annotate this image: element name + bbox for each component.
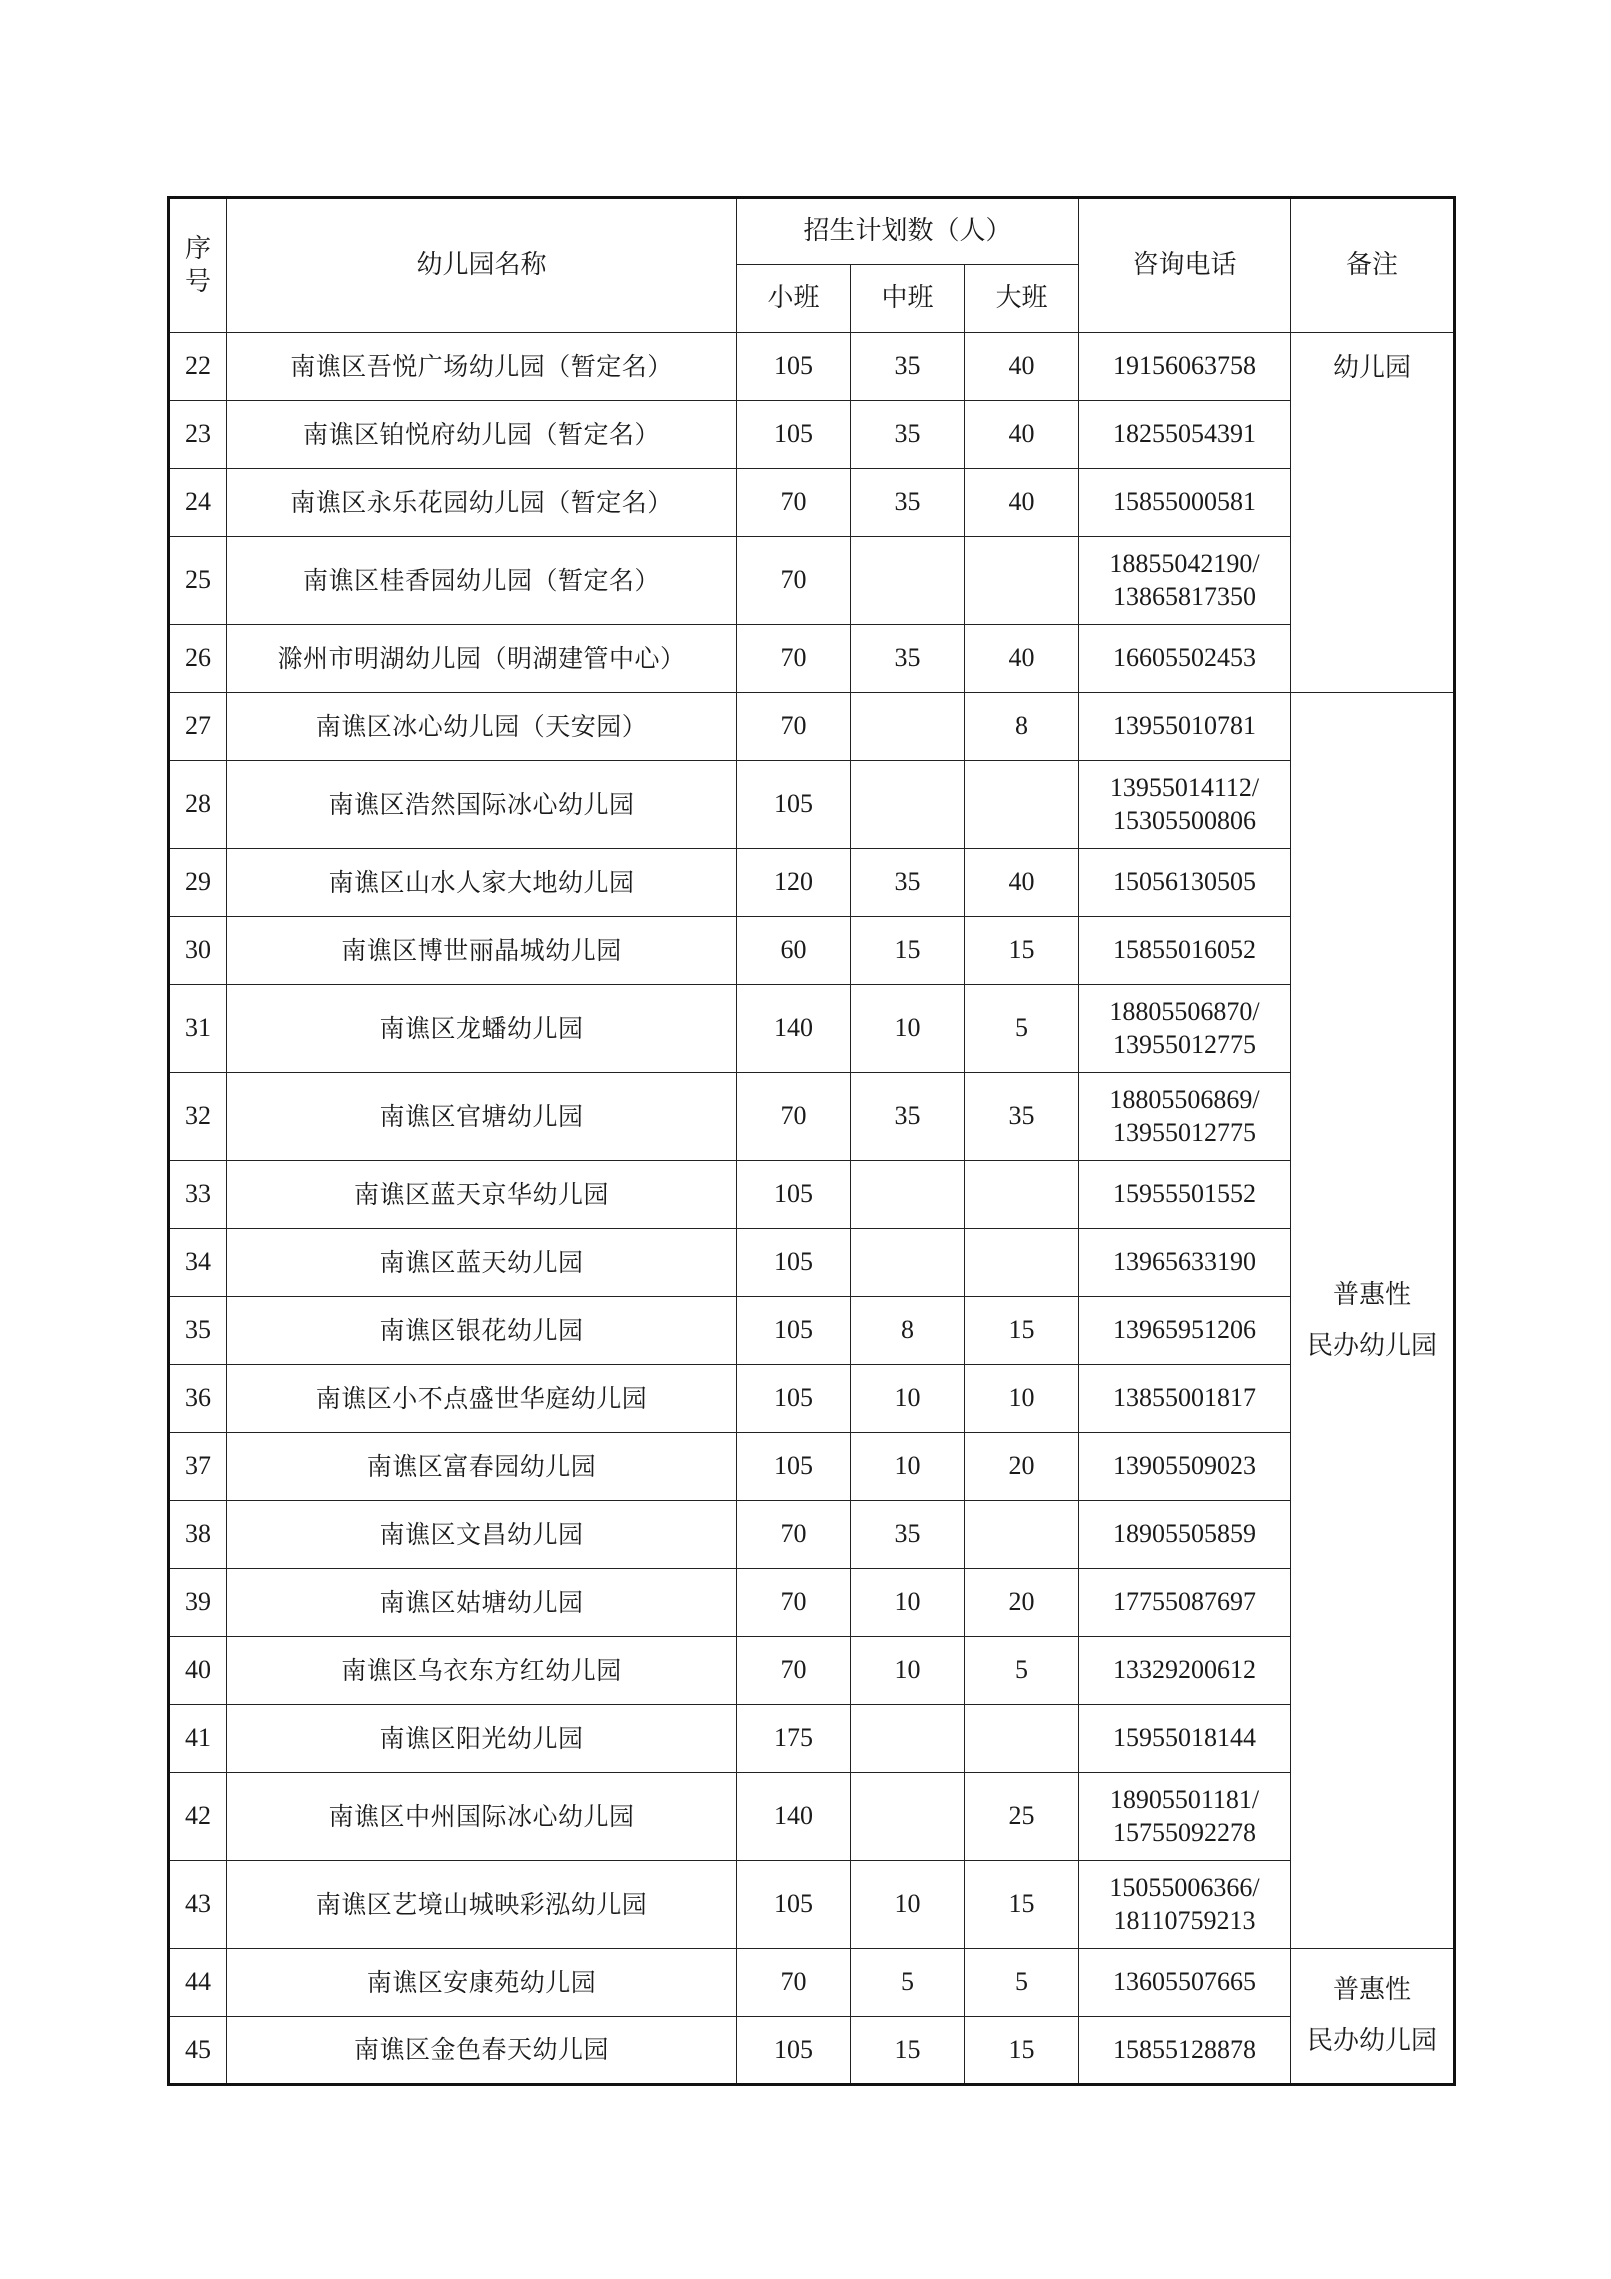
phone-cell bbox=[1079, 1569, 1291, 1637]
name-cell: 南谯区金色春天幼儿园 bbox=[227, 2017, 737, 2085]
header-seq-line1: 序 bbox=[184, 234, 211, 264]
small-class-cell: 70 bbox=[737, 1949, 851, 2017]
seq-cell: 41 bbox=[169, 1705, 227, 1773]
small-class-cell: 175 bbox=[737, 1705, 851, 1773]
header-plan: 招生计划数（人） bbox=[737, 198, 1079, 265]
middle-class-cell: 35 bbox=[851, 849, 965, 917]
table-row bbox=[169, 1073, 1455, 1161]
small-class-cell: 70 bbox=[737, 1073, 851, 1161]
seq-cell: 34 bbox=[169, 1229, 227, 1297]
phone-line-1: 15055006366/ bbox=[1109, 1873, 1260, 1902]
phone-line-1: 18255054391 bbox=[1113, 419, 1256, 449]
small-class-cell: 105 bbox=[737, 333, 851, 401]
middle-class-cell bbox=[851, 1229, 965, 1297]
phone-cell bbox=[1079, 693, 1291, 761]
large-class-cell bbox=[965, 1161, 1079, 1229]
seq-cell: 27 bbox=[169, 693, 227, 761]
large-class-cell: 5 bbox=[965, 1637, 1079, 1705]
phone-cell bbox=[1079, 469, 1291, 537]
phone-line-1: 17755087697 bbox=[1113, 1587, 1256, 1617]
name-cell: 南谯区富春园幼儿园 bbox=[227, 1433, 737, 1501]
middle-class-cell: 35 bbox=[851, 469, 965, 537]
table-body bbox=[169, 333, 1455, 2085]
table-row bbox=[169, 1949, 1455, 2017]
middle-class-cell: 35 bbox=[851, 625, 965, 693]
table-row bbox=[169, 1433, 1455, 1501]
large-class-cell: 40 bbox=[965, 401, 1079, 469]
phone-line-1: 18905501181/ bbox=[1109, 1785, 1260, 1814]
seq-cell: 25 bbox=[169, 537, 227, 625]
name-cell: 南谯区官塘幼儿园 bbox=[227, 1073, 737, 1161]
name-cell: 南谯区永乐花园幼儿园（暂定名） bbox=[227, 469, 737, 537]
middle-class-cell bbox=[851, 1705, 965, 1773]
table-row bbox=[169, 333, 1455, 401]
phone-line-1: 15855016052 bbox=[1113, 935, 1256, 965]
phone-cell bbox=[1079, 1073, 1291, 1161]
small-class-cell: 105 bbox=[737, 2017, 851, 2085]
small-class-cell: 105 bbox=[737, 1861, 851, 1949]
header-phone: 咨询电话 bbox=[1079, 198, 1291, 333]
middle-class-cell: 10 bbox=[851, 1365, 965, 1433]
small-class-cell: 105 bbox=[737, 761, 851, 849]
small-class-cell: 70 bbox=[737, 537, 851, 625]
phone-line-1: 15056130505 bbox=[1113, 867, 1256, 897]
large-class-cell: 5 bbox=[965, 985, 1079, 1073]
large-class-cell bbox=[965, 761, 1079, 849]
header-name: 幼儿园名称 bbox=[227, 198, 737, 333]
name-cell: 南谯区阳光幼儿园 bbox=[227, 1705, 737, 1773]
phone-cell bbox=[1079, 1773, 1291, 1861]
phone-cell bbox=[1079, 537, 1291, 625]
phone-cell bbox=[1079, 401, 1291, 469]
large-class-cell: 15 bbox=[965, 2017, 1079, 2085]
middle-class-cell: 35 bbox=[851, 1501, 965, 1569]
phone-line-2: 15755092278 bbox=[1113, 1817, 1256, 1847]
phone-cell bbox=[1079, 985, 1291, 1073]
phone-line-1: 13329200612 bbox=[1113, 1655, 1256, 1685]
phone-line-1: 13605507665 bbox=[1113, 1967, 1256, 1997]
middle-class-cell: 35 bbox=[851, 401, 965, 469]
phone-cell bbox=[1079, 1949, 1291, 2017]
middle-class-cell: 35 bbox=[851, 1073, 965, 1161]
phone-cell bbox=[1079, 1637, 1291, 1705]
table-row bbox=[169, 1297, 1455, 1365]
middle-class-cell bbox=[851, 1773, 965, 1861]
table-row bbox=[169, 1705, 1455, 1773]
phone-line-1: 13965951206 bbox=[1113, 1315, 1256, 1345]
small-class-cell: 105 bbox=[737, 1365, 851, 1433]
seq-cell: 29 bbox=[169, 849, 227, 917]
name-cell: 南谯区乌衣东方红幼儿园 bbox=[227, 1637, 737, 1705]
large-class-cell: 15 bbox=[965, 917, 1079, 985]
middle-class-cell: 10 bbox=[851, 1433, 965, 1501]
phone-line-1: 19156063758 bbox=[1113, 351, 1256, 381]
phone-line-1: 18855042190/ bbox=[1109, 549, 1260, 578]
middle-class-cell: 10 bbox=[851, 1637, 965, 1705]
name-cell: 南谯区蓝天幼儿园 bbox=[227, 1229, 737, 1297]
seq-cell: 24 bbox=[169, 469, 227, 537]
small-class-cell: 120 bbox=[737, 849, 851, 917]
remark-line-1: 普惠性 bbox=[1332, 1975, 1411, 2006]
table-row bbox=[169, 1773, 1455, 1861]
small-class-cell: 140 bbox=[737, 1773, 851, 1861]
seq-cell: 39 bbox=[169, 1569, 227, 1637]
phone-cell bbox=[1079, 2017, 1291, 2085]
table-row bbox=[169, 2017, 1455, 2085]
seq-cell: 35 bbox=[169, 1297, 227, 1365]
middle-class-cell bbox=[851, 761, 965, 849]
table-row bbox=[169, 469, 1455, 537]
small-class-cell: 105 bbox=[737, 1161, 851, 1229]
middle-class-cell bbox=[851, 537, 965, 625]
middle-class-cell: 8 bbox=[851, 1297, 965, 1365]
small-class-cell: 70 bbox=[737, 1501, 851, 1569]
remark-line-1: 幼儿园 bbox=[1332, 353, 1411, 383]
small-class-cell: 105 bbox=[737, 1297, 851, 1365]
large-class-cell bbox=[965, 1705, 1079, 1773]
name-cell: 南谯区铂悦府幼儿园（暂定名） bbox=[227, 401, 737, 469]
name-cell: 南谯区银花幼儿园 bbox=[227, 1297, 737, 1365]
middle-class-cell: 15 bbox=[851, 917, 965, 985]
small-class-cell: 70 bbox=[737, 625, 851, 693]
name-cell: 南谯区艺境山城映彩泓幼儿园 bbox=[227, 1861, 737, 1949]
seq-cell: 33 bbox=[169, 1161, 227, 1229]
large-class-cell bbox=[965, 537, 1079, 625]
phone-line-2: 13955012775 bbox=[1113, 1029, 1256, 1059]
seq-cell: 22 bbox=[169, 333, 227, 401]
seq-cell: 37 bbox=[169, 1433, 227, 1501]
phone-line-1: 13965633190 bbox=[1113, 1247, 1256, 1277]
seq-cell: 23 bbox=[169, 401, 227, 469]
remark-line-2: 民办幼儿园 bbox=[1306, 1330, 1437, 1361]
phone-line-1: 18905505859 bbox=[1113, 1519, 1256, 1549]
large-class-cell: 25 bbox=[965, 1773, 1079, 1861]
small-class-cell: 105 bbox=[737, 401, 851, 469]
phone-cell bbox=[1079, 1365, 1291, 1433]
large-class-cell: 15 bbox=[965, 1861, 1079, 1949]
seq-cell: 42 bbox=[169, 1773, 227, 1861]
phone-cell bbox=[1079, 625, 1291, 693]
large-class-cell bbox=[965, 1501, 1079, 1569]
large-class-cell: 10 bbox=[965, 1365, 1079, 1433]
small-class-cell: 70 bbox=[737, 1569, 851, 1637]
large-class-cell: 40 bbox=[965, 625, 1079, 693]
phone-line-1: 13855001817 bbox=[1113, 1383, 1256, 1413]
name-cell: 南谯区中州国际冰心幼儿园 bbox=[227, 1773, 737, 1861]
seq-cell: 40 bbox=[169, 1637, 227, 1705]
middle-class-cell: 10 bbox=[851, 985, 965, 1073]
phone-line-1: 16605502453 bbox=[1113, 643, 1256, 673]
seq-cell: 31 bbox=[169, 985, 227, 1073]
large-class-cell: 20 bbox=[965, 1433, 1079, 1501]
phone-line-1: 15955501552 bbox=[1113, 1179, 1256, 1209]
header-middle: 中班 bbox=[851, 265, 965, 333]
table-row bbox=[169, 1161, 1455, 1229]
table-row bbox=[169, 1229, 1455, 1297]
large-class-cell: 40 bbox=[965, 849, 1079, 917]
small-class-cell: 105 bbox=[737, 1433, 851, 1501]
large-class-cell: 15 bbox=[965, 1297, 1079, 1365]
middle-class-cell bbox=[851, 1161, 965, 1229]
table-row bbox=[169, 1861, 1455, 1949]
header-large: 大班 bbox=[965, 265, 1079, 333]
small-class-cell: 70 bbox=[737, 1637, 851, 1705]
seq-cell: 32 bbox=[169, 1073, 227, 1161]
phone-line-1: 13955010781 bbox=[1113, 711, 1256, 741]
table-row bbox=[169, 917, 1455, 985]
table-row bbox=[169, 693, 1455, 761]
seq-cell: 36 bbox=[169, 1365, 227, 1433]
header-remark: 备注 bbox=[1291, 198, 1455, 333]
remark-line-1: 普惠性 bbox=[1332, 1279, 1411, 1310]
name-cell: 南谯区桂香园幼儿园（暂定名） bbox=[227, 537, 737, 625]
name-cell: 南谯区浩然国际冰心幼儿园 bbox=[227, 761, 737, 849]
remark-line-2: 民办幼儿园 bbox=[1306, 2026, 1437, 2056]
phone-cell bbox=[1079, 1861, 1291, 1949]
name-cell: 南谯区文昌幼儿园 bbox=[227, 1501, 737, 1569]
phone-cell bbox=[1079, 849, 1291, 917]
small-class-cell: 140 bbox=[737, 985, 851, 1073]
name-cell: 南谯区博世丽晶城幼儿园 bbox=[227, 917, 737, 985]
large-class-cell: 5 bbox=[965, 1949, 1079, 2017]
phone-line-1: 15855128878 bbox=[1113, 2034, 1256, 2064]
name-cell: 南谯区山水人家大地幼儿园 bbox=[227, 849, 737, 917]
table-row bbox=[169, 401, 1455, 469]
phone-line-1: 13955014112/ bbox=[1109, 773, 1260, 802]
remark-cell bbox=[1291, 1949, 1455, 2085]
phone-line-1: 18805506870/ bbox=[1109, 997, 1260, 1026]
middle-class-cell: 35 bbox=[851, 333, 965, 401]
large-class-cell: 20 bbox=[965, 1569, 1079, 1637]
name-cell: 南谯区小不点盛世华庭幼儿园 bbox=[227, 1365, 737, 1433]
name-cell: 南谯区龙蟠幼儿园 bbox=[227, 985, 737, 1073]
name-cell: 南谯区吾悦广场幼儿园（暂定名） bbox=[227, 333, 737, 401]
table-row bbox=[169, 849, 1455, 917]
phone-line-2: 13955012775 bbox=[1113, 1117, 1256, 1147]
middle-class-cell: 5 bbox=[851, 1949, 965, 2017]
small-class-cell: 105 bbox=[737, 1229, 851, 1297]
phone-cell bbox=[1079, 333, 1291, 401]
middle-class-cell bbox=[851, 693, 965, 761]
table-row bbox=[169, 537, 1455, 625]
table-row bbox=[169, 1501, 1455, 1569]
seq-cell: 28 bbox=[169, 761, 227, 849]
table-row bbox=[169, 761, 1455, 849]
table-row bbox=[169, 625, 1455, 693]
phone-cell bbox=[1079, 1161, 1291, 1229]
header-seq bbox=[169, 198, 227, 333]
small-class-cell: 60 bbox=[737, 917, 851, 985]
table-row bbox=[169, 1365, 1455, 1433]
phone-cell bbox=[1079, 1705, 1291, 1773]
large-class-cell: 40 bbox=[965, 333, 1079, 401]
phone-cell bbox=[1079, 1501, 1291, 1569]
large-class-cell bbox=[965, 1229, 1079, 1297]
name-cell: 滁州市明湖幼儿园（明湖建管中心） bbox=[227, 625, 737, 693]
phone-line-1: 18805506869/ bbox=[1109, 1085, 1260, 1114]
phone-line-1: 13905509023 bbox=[1113, 1451, 1256, 1481]
seq-cell: 43 bbox=[169, 1861, 227, 1949]
phone-cell bbox=[1079, 1433, 1291, 1501]
header-seq-line2: 号 bbox=[184, 266, 211, 297]
phone-cell bbox=[1079, 1297, 1291, 1365]
seq-cell: 30 bbox=[169, 917, 227, 985]
phone-line-2: 13865817350 bbox=[1113, 581, 1256, 611]
small-class-cell: 70 bbox=[737, 469, 851, 537]
seq-cell: 45 bbox=[169, 2017, 227, 2085]
header-small: 小班 bbox=[737, 265, 851, 333]
middle-class-cell: 10 bbox=[851, 1861, 965, 1949]
table-row bbox=[169, 1569, 1455, 1637]
table-row bbox=[169, 1637, 1455, 1705]
seq-cell: 38 bbox=[169, 1501, 227, 1569]
large-class-cell: 40 bbox=[965, 469, 1079, 537]
name-cell: 南谯区安康苑幼儿园 bbox=[227, 1949, 737, 2017]
remark-cell bbox=[1291, 333, 1455, 693]
name-cell: 南谯区蓝天京华幼儿园 bbox=[227, 1161, 737, 1229]
middle-class-cell: 10 bbox=[851, 1569, 965, 1637]
name-cell: 南谯区冰心幼儿园（天安园） bbox=[227, 693, 737, 761]
large-class-cell: 8 bbox=[965, 693, 1079, 761]
phone-line-1: 15955018144 bbox=[1113, 1723, 1256, 1753]
phone-line-2: 18110759213 bbox=[1113, 1905, 1256, 1935]
phone-line-2: 15305500806 bbox=[1113, 805, 1256, 835]
table-row bbox=[169, 985, 1455, 1073]
remark-cell bbox=[1291, 693, 1455, 1949]
large-class-cell: 35 bbox=[965, 1073, 1079, 1161]
phone-cell bbox=[1079, 917, 1291, 985]
seq-cell: 44 bbox=[169, 1949, 227, 2017]
middle-class-cell: 15 bbox=[851, 2017, 965, 2085]
small-class-cell: 70 bbox=[737, 693, 851, 761]
seq-cell: 26 bbox=[169, 625, 227, 693]
phone-cell bbox=[1079, 1229, 1291, 1297]
phone-cell bbox=[1079, 761, 1291, 849]
phone-line-1: 15855000581 bbox=[1113, 487, 1256, 517]
enrollment-table bbox=[167, 196, 1456, 2086]
name-cell: 南谯区姑塘幼儿园 bbox=[227, 1569, 737, 1637]
